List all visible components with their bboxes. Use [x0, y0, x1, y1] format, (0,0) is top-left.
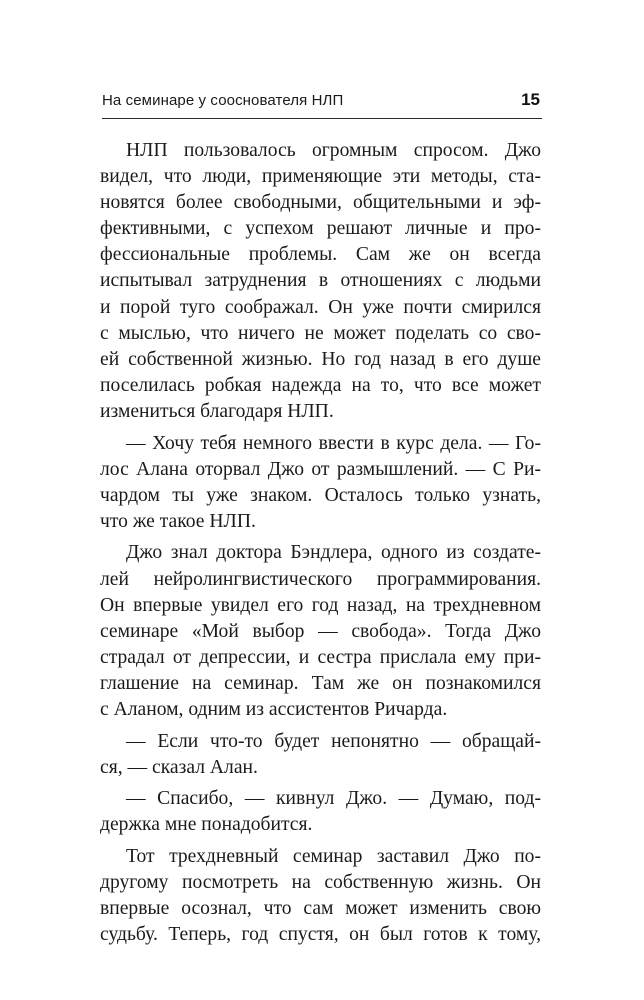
text-line: ей собственной жизнью. Но год назад в его душе	[100, 348, 541, 370]
text-line: глашение на семинар. Там же он познакомился	[100, 672, 541, 694]
page-number: 15	[521, 90, 540, 109]
text-line: новятся более свободными, общительными и эф-	[100, 192, 541, 214]
paragraph	[100, 729, 541, 781]
text-line: — Хочу тебя немного ввести в курс дела. — Го-	[126, 432, 541, 454]
text-line: испытывал затруднения в отношениях с людьми	[100, 270, 541, 292]
text-line: чардом ты уже знаком. Осталось только узнать,	[100, 484, 541, 506]
text-line: с Аланом, одним из ассистентов Ричарда.	[100, 698, 448, 720]
text-line: другому посмотреть на собственную жизнь. Он	[100, 872, 541, 894]
text-line: — Спасибо, — кивнул Джо. — Думаю, под-	[126, 788, 541, 810]
text-line: что же такое НЛП.	[100, 510, 256, 532]
running-title: На семинаре у сооснователя НЛП	[102, 92, 344, 109]
text-line: НЛП пользовалось огромным спросом. Джо	[126, 140, 541, 161]
text-line: Он впервые увидел его год назад, на трехдневном	[100, 594, 541, 616]
text-line: семинаре «Мой выбор — свобода». Тогда Джо	[100, 620, 541, 642]
text-line: Джо знал доктора Бэндлера, одного из создате-	[126, 542, 541, 564]
text-line: Тот трехдневный семинар заставил Джо по-	[126, 845, 541, 867]
header-rule	[102, 118, 542, 119]
running-head	[102, 90, 542, 114]
paragraph	[100, 786, 541, 838]
text-line: лос Алана оторвал Джо от размышлений. — С Ри-	[100, 458, 541, 480]
paragraph	[100, 431, 541, 535]
text-line: поселилась робкая надежда на то, что все может	[100, 374, 541, 396]
text-line: судьбу. Теперь, год спустя, он был готов к тому,	[100, 924, 541, 946]
text-line: — Если что-то будет непонятно — обращай-	[126, 730, 541, 752]
body-text	[100, 138, 541, 948]
text-line: видел, что люди, применяющие эти методы, ста-	[100, 166, 541, 188]
text-line: впервые осознал, что сам может изменить свою	[100, 898, 541, 920]
text-line: измениться благодаря НЛП.	[100, 400, 334, 422]
paragraph	[100, 138, 541, 425]
text-line: лей нейролингвистического программирования.	[100, 568, 541, 590]
text-line: держка мне понадобится.	[100, 814, 313, 836]
paragraph	[100, 844, 541, 948]
text-line: и порой туго соображал. Он уже почти смирился	[100, 296, 541, 318]
text-line: ся, — сказал Алан.	[100, 756, 258, 778]
text-line: с мыслью, что ничего не может поделать со сво-	[100, 322, 541, 344]
text-line: фективными, с успехом решают личные и про-	[100, 218, 541, 240]
paragraph	[100, 540, 541, 723]
text-line: страдал от депрессии, и сестра прислала ему при-	[100, 646, 541, 668]
text-line: фессиональные проблемы. Сам же он всегда	[100, 244, 541, 266]
